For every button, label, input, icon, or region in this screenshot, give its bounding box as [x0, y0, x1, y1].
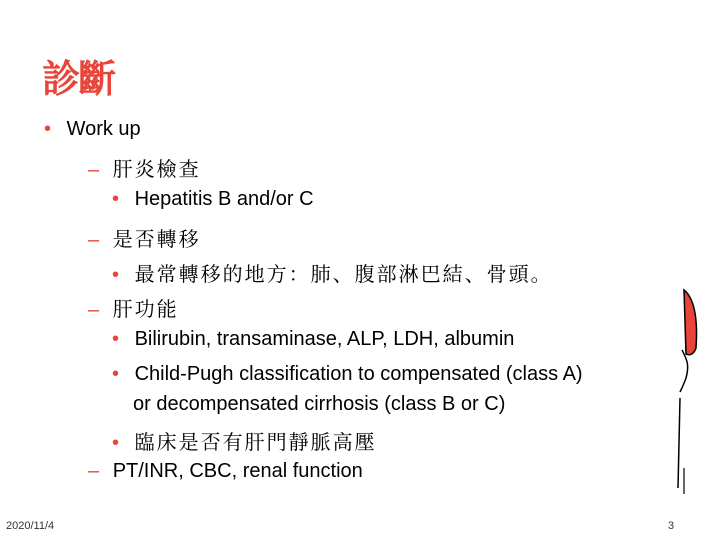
page-number: 3	[668, 520, 675, 532]
footer-date: 2020/11/4	[6, 520, 55, 532]
subsubbullet-text: Hepatitis B and/or C	[134, 188, 314, 210]
bullet-marker: •	[44, 118, 52, 140]
dash-marker: –	[88, 229, 100, 251]
bullet-text: Work up	[66, 118, 141, 140]
subsubbullet-text: Bilirubin, transaminase, ALP, LDH, albumin	[134, 328, 515, 350]
subsubbullet-text: 最常轉移的地方：肺、腹部淋巴結、骨頭。	[134, 262, 553, 286]
bullet-marker: •	[112, 363, 120, 385]
subbullet-liver-function	[88, 293, 179, 322]
cartoon-body-line	[678, 398, 680, 488]
dash-marker: –	[88, 159, 100, 181]
bullet-work-up	[44, 118, 141, 141]
dash-marker: –	[88, 460, 100, 482]
subbullet-text: 肝功能	[112, 297, 179, 321]
subsubbullet-liver-tests	[112, 328, 514, 351]
subsubbullet-hepatitis-types	[112, 188, 314, 211]
subsubbullet-metastasis-sites	[112, 258, 553, 287]
bullet-marker: •	[112, 328, 120, 350]
dash-marker: –	[88, 299, 100, 321]
subbullet-metastasis	[88, 223, 201, 252]
subbullet-hepatitis-check	[88, 153, 201, 182]
cartoon-hair	[684, 290, 697, 355]
subbullet-labs	[88, 460, 363, 483]
bullet-marker: •	[112, 432, 120, 454]
subsubbullet-text: or decompensated cirrhosis (class B or C)	[133, 393, 506, 415]
subsubbullet-child-pugh-continued	[133, 393, 505, 416]
bullet-marker: •	[112, 188, 120, 210]
cartoon-figure-illustration	[676, 288, 720, 500]
bullet-marker: •	[112, 264, 120, 286]
slide-title: 診斷	[42, 57, 115, 101]
subsubbullet-child-pugh	[112, 363, 583, 386]
cartoon-face-outline	[680, 350, 688, 392]
subbullet-text: 肝炎檢查	[112, 157, 201, 181]
subsubbullet-text: 臨床是否有肝門靜脈高壓	[134, 430, 377, 454]
subbullet-text: PT/INR, CBC, renal function	[112, 460, 363, 482]
subbullet-text: 是否轉移	[112, 227, 201, 251]
subsubbullet-portal-hypertension	[112, 426, 377, 455]
subsubbullet-text: Child-Pugh classification to compensated (class A)	[134, 363, 583, 385]
